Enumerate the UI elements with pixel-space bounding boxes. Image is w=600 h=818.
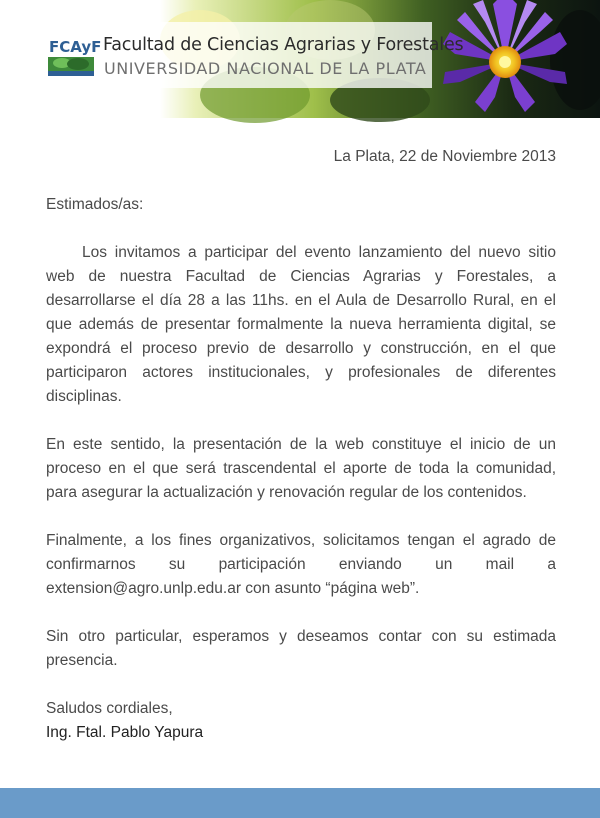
faculty-name: Facultad de Ciencias Agrarias y Forestales [103,35,464,55]
footer-bar [0,788,600,818]
letter-paragraph: En este sentido, la presentación de la web constituye el inicio de un proceso en el que será trascendental el aporte de toda la comunidad, para asegurar la actualización y renovación regular de los contenidos. [46,436,556,501]
faculty-logo-panel [40,22,464,88]
letter-paragraph: Sin otro particular, esperamos y deseamos contar con su estimada presencia. [46,628,556,669]
invitation-letter [46,145,556,745]
letter-signature: Ing. Ftal. Pablo Yapura [46,724,204,741]
fcayf-logo-icon [48,33,102,76]
letter-date: La Plata, 22 de Noviembre 2013 [333,148,556,165]
logo-lettering: FCAyF [49,38,102,56]
header-banner [0,0,600,118]
letter-closing: Saludos cordiales, [46,700,173,717]
university-name: UNIVERSIDAD NACIONAL DE LA PLATA [104,59,427,78]
letter-greeting: Estimados/as: [46,196,144,213]
letter-paragraph: Finalmente, a los fines organizativos, solicitamos tengan el agrado de confirmarnos su participación enviando un mail a extension@agro.unlp.edu.ar con asunto “página web”. [46,532,556,597]
letter-paragraph: Los invitamos a participar del evento lanzamiento del nuevo sitio web de nuestra Facultad de Ciencias Agrarias y Forestales, a desarrollarse el día 28 a las 11hs. en el Aula de Desarrollo Rural, en el que además de presentar formalmente la nueva herramienta digital, se expondrá el proceso previo de desarrollo y construcción, en el que participaron actores institucionales, y profesionales de diferentes disciplinas. [46,244,556,405]
